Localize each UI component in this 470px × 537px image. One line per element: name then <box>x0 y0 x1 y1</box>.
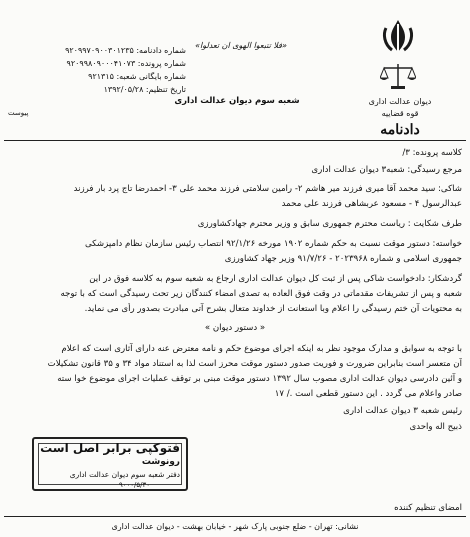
ruling-line-1: با توجه به سوابق و مدارک موجود نظر به اینکه اجرای موضوع حکم و نامه معترض عنه دارای آثاری است که اعلام <box>61 344 462 354</box>
procedure-line-2: شعبه و پس از تشریفات مقدماتی در وقت فوق العاده به تصدی امضاء کنندگان زیر تحت رسیدگی است که با توجه <box>60 289 462 299</box>
branch-name: شعبه سوم دیوان عدالت اداری <box>174 96 300 106</box>
motto: «فلا تتبعوا الهوی ان تعدلوا» <box>195 41 287 50</box>
ruling-line-4: صادر واعلام می گردد . این دستور قطعی است ./ ۱۷ <box>274 389 462 399</box>
issue-date: تاریخ تنظیم: ۱۳۹۲/۰۵/۲۸ <box>103 85 186 94</box>
court-reference-line: مرجع رسیدگی: شعبه۳ دیوان عدالت اداری <box>311 165 462 175</box>
attachment-label: پیوست <box>8 109 29 117</box>
certified-copy-stamp <box>32 437 188 491</box>
request-line-cont: جمهوری اسلامی و شماره ۲۰۲۳۹۶۸ - ۹۱/۷/۲۶ وزیر جهاد کشاورزی <box>224 254 462 264</box>
footer-divider <box>4 516 466 517</box>
case-number: شماره پرونده: ۹۲۰۹۹۸۰۹۰۰۰۴۱۰۷۳ <box>66 59 186 68</box>
procedure-line-3: به محتویات آن ختم رسیدگی را اعلام وبا استعانت از خداوند متعال بشرح آتی مبادرت بصدور رأی می نماید. <box>84 304 462 314</box>
case-metadata <box>6 44 186 96</box>
ruling-heading: « دستور دیوان » <box>204 323 266 333</box>
iran-emblem-icon <box>378 18 418 56</box>
scales-of-justice-icon <box>380 62 416 90</box>
court-name: دیوان عدالت اداری <box>368 97 432 106</box>
stamp-line-4: ۹۰۰۰/۵/۳۰ <box>118 481 150 489</box>
court-header <box>350 96 450 120</box>
header-divider <box>4 140 466 141</box>
signature-label: امضای تنظیم کننده <box>394 503 462 513</box>
procedure-line-1: گردشکار: دادخواست شاکی پس از ثبت کل دیوان عدالت اداری ارجاع به شعبه سوم به کلاسه فوق در این <box>89 274 462 284</box>
archive-number: شماره بایگانی شعبه: ۹۲۱۳۱۵ <box>88 72 186 81</box>
plaintiff-line-cont: عبدالرسول ۴ - مسعود عربشاهی فرزند علی محمد <box>281 199 462 209</box>
stamp-line-1: فتوکپی برابر اصل است <box>40 441 180 455</box>
footer-address: نشانی: تهران - ضلع جنوبی پارک شهر - خیابان بهشت - دیوان عدالت اداری <box>111 522 359 531</box>
case-class-line: کلاسه پرونده: ۳/ <box>402 148 462 158</box>
defendant-line: طرف شکایت : ریاست محترم جمهوری سابق و وزیر محترم جهادکشاورزی <box>197 219 462 229</box>
request-line: خواسته: دستور موقت نسبت به حکم شماره ۱۹۰۲ مورخه ۹۲/۱/۲۶ انتصاب رئیس سازمان نظام دامپزشکی <box>84 239 462 249</box>
judge-title: رئیس شعبه ۳ دیوان عدالت اداری <box>343 406 462 416</box>
judiciary-name: قوه قضاییه <box>381 109 419 118</box>
judge-name: ذبیح اله واحدی <box>409 422 462 432</box>
stamp-line-3: دفتر شعبه سوم دیوان عدالت اداری <box>69 470 180 479</box>
ruling-line-2: آن متعسر است بنابراین ضرورت و فوریت صدور دستور موقت محرز است لذا به استناد مواد ۳۴ و ۳۵ قانون تشکیلات <box>47 359 462 369</box>
stamp-line-2: رونوشت <box>141 457 180 467</box>
plaintiff-line: شاکی: سید محمد آقا میری فرزند میر هاشم ۲- رامین سلامتی فرزند محمد علی ۳- احمدرضا تاج پرد بار فرزند <box>73 184 462 194</box>
ruling-line-3: و آئین دادرسی دیوان عدالت اداری مصوب سال ۱۳۹۲ دستور موقت مبنی بر توقف عملیات اجرای موضوع خوا سته <box>57 374 462 384</box>
verdict-title: دادنامه <box>380 122 420 138</box>
verdict-number: شماره دادنامه: ۹۲۰۹۹۷۰۹۰۰۳۰۱۲۳۵ <box>65 46 186 55</box>
